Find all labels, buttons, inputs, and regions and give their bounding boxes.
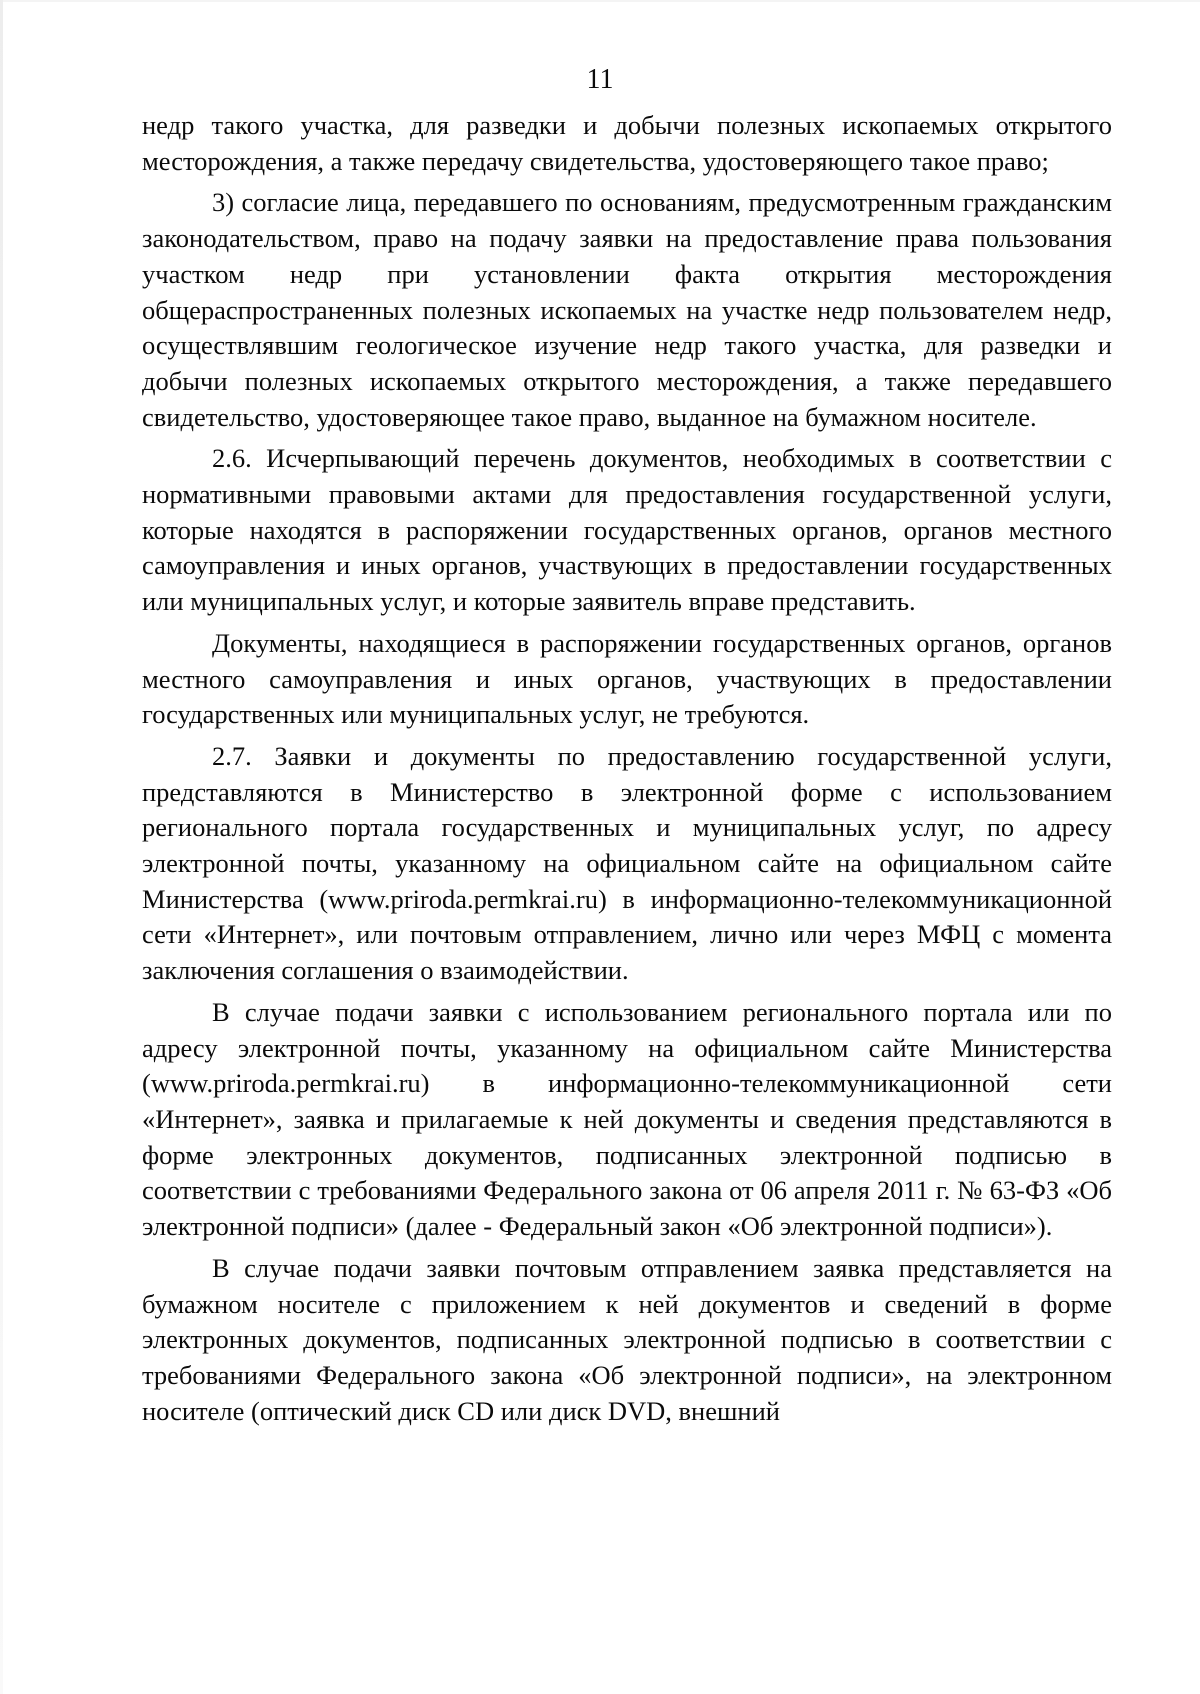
paragraph-section-2-7: 2.7. Заявки и документы по предоставлению государственной услуги, представляются в Министерство в электронной форме с использованием регионального портала государственных и муниципальных услуг, по адресу электронной почты, указанному на официальном сайте на официальном сайте Министерства (www.priroda.permkrai.ru) в информационно-телекоммуникационной сети «Интернет», или почтовым отправлением, лично или через МФЦ с момента заключения соглашения о взаимодействии. [142,740,1112,986]
paragraph-continuation: недр такого участка, для разведки и добычи полезных ископаемых открытого месторождения, а также передачу свидетельства, удостоверяющего такое право; [142,110,1112,176]
page-number: 11 [586,64,614,95]
scan-edge-left [0,0,3,1694]
scan-edge-top [0,0,1200,2]
paragraph-documents-not-required: Документы, находящиеся в распоряжении государственных органов, органов местного самоуправления и иных органов, участвующих в предоставлении государственных или муниципальных услуг, не требуются. [142,627,1112,730]
paragraph-section-2-6: 2.6. Исчерпывающий перечень документов, необходимых в соответствии с нормативными правовыми актами для предоставления государственной услуги, которые находятся в распоряжении государственных органов, органов местного самоуправления и иных органов, участвующих в предоставлении государственных или муниципальных услуг, и которые заявитель вправе представить. [142,443,1112,617]
paragraph-postal-submission: В случае подачи заявки почтовым отправлением заявка представляется на бумажном носителе с приложением к ней документов и сведений в форме электронных документов, подписанных электронной подписью в соответствии с требованиями Федерального закона «Об электронной подписи», на электронном носителе (оптический диск CD или диск DVD, внешний [142,1252,1112,1426]
document-body [142,108,1112,1429]
paragraph-item-3: 3) согласие лица, передавшего по основаниям, предусмотренным гражданским законодательством, право на подачу заявки на предоставление права пользования участком недр при установлении факта открытия месторождения общераспространенных полезных ископаемых на участке недр пользователем недр, осуществлявшим геологическое изучение недр такого участка, для разведки и добычи полезных ископаемых открытого месторождения, а также передавшего свидетельство, удостоверяющее такое право, выданное на бумажном носителе. [142,187,1112,432]
paragraph-electronic-submission: В случае подачи заявки с использованием регионального портала или по адресу электронной почты, указанному на официальном сайте Министерства (www.priroda.permkrai.ru) в информационно-телекоммуникационной сети «Интернет», заявка и прилагаемые к ней документы и сведения представляются в форме электронных документов, подписанных электронной подписью в соответствии с требованиями Федерального закона от 06 апреля 2011 г. № 63-ФЗ «Об электронной подписи» (далее - Федеральный закон «Об электронной подписи»). [142,996,1112,1242]
